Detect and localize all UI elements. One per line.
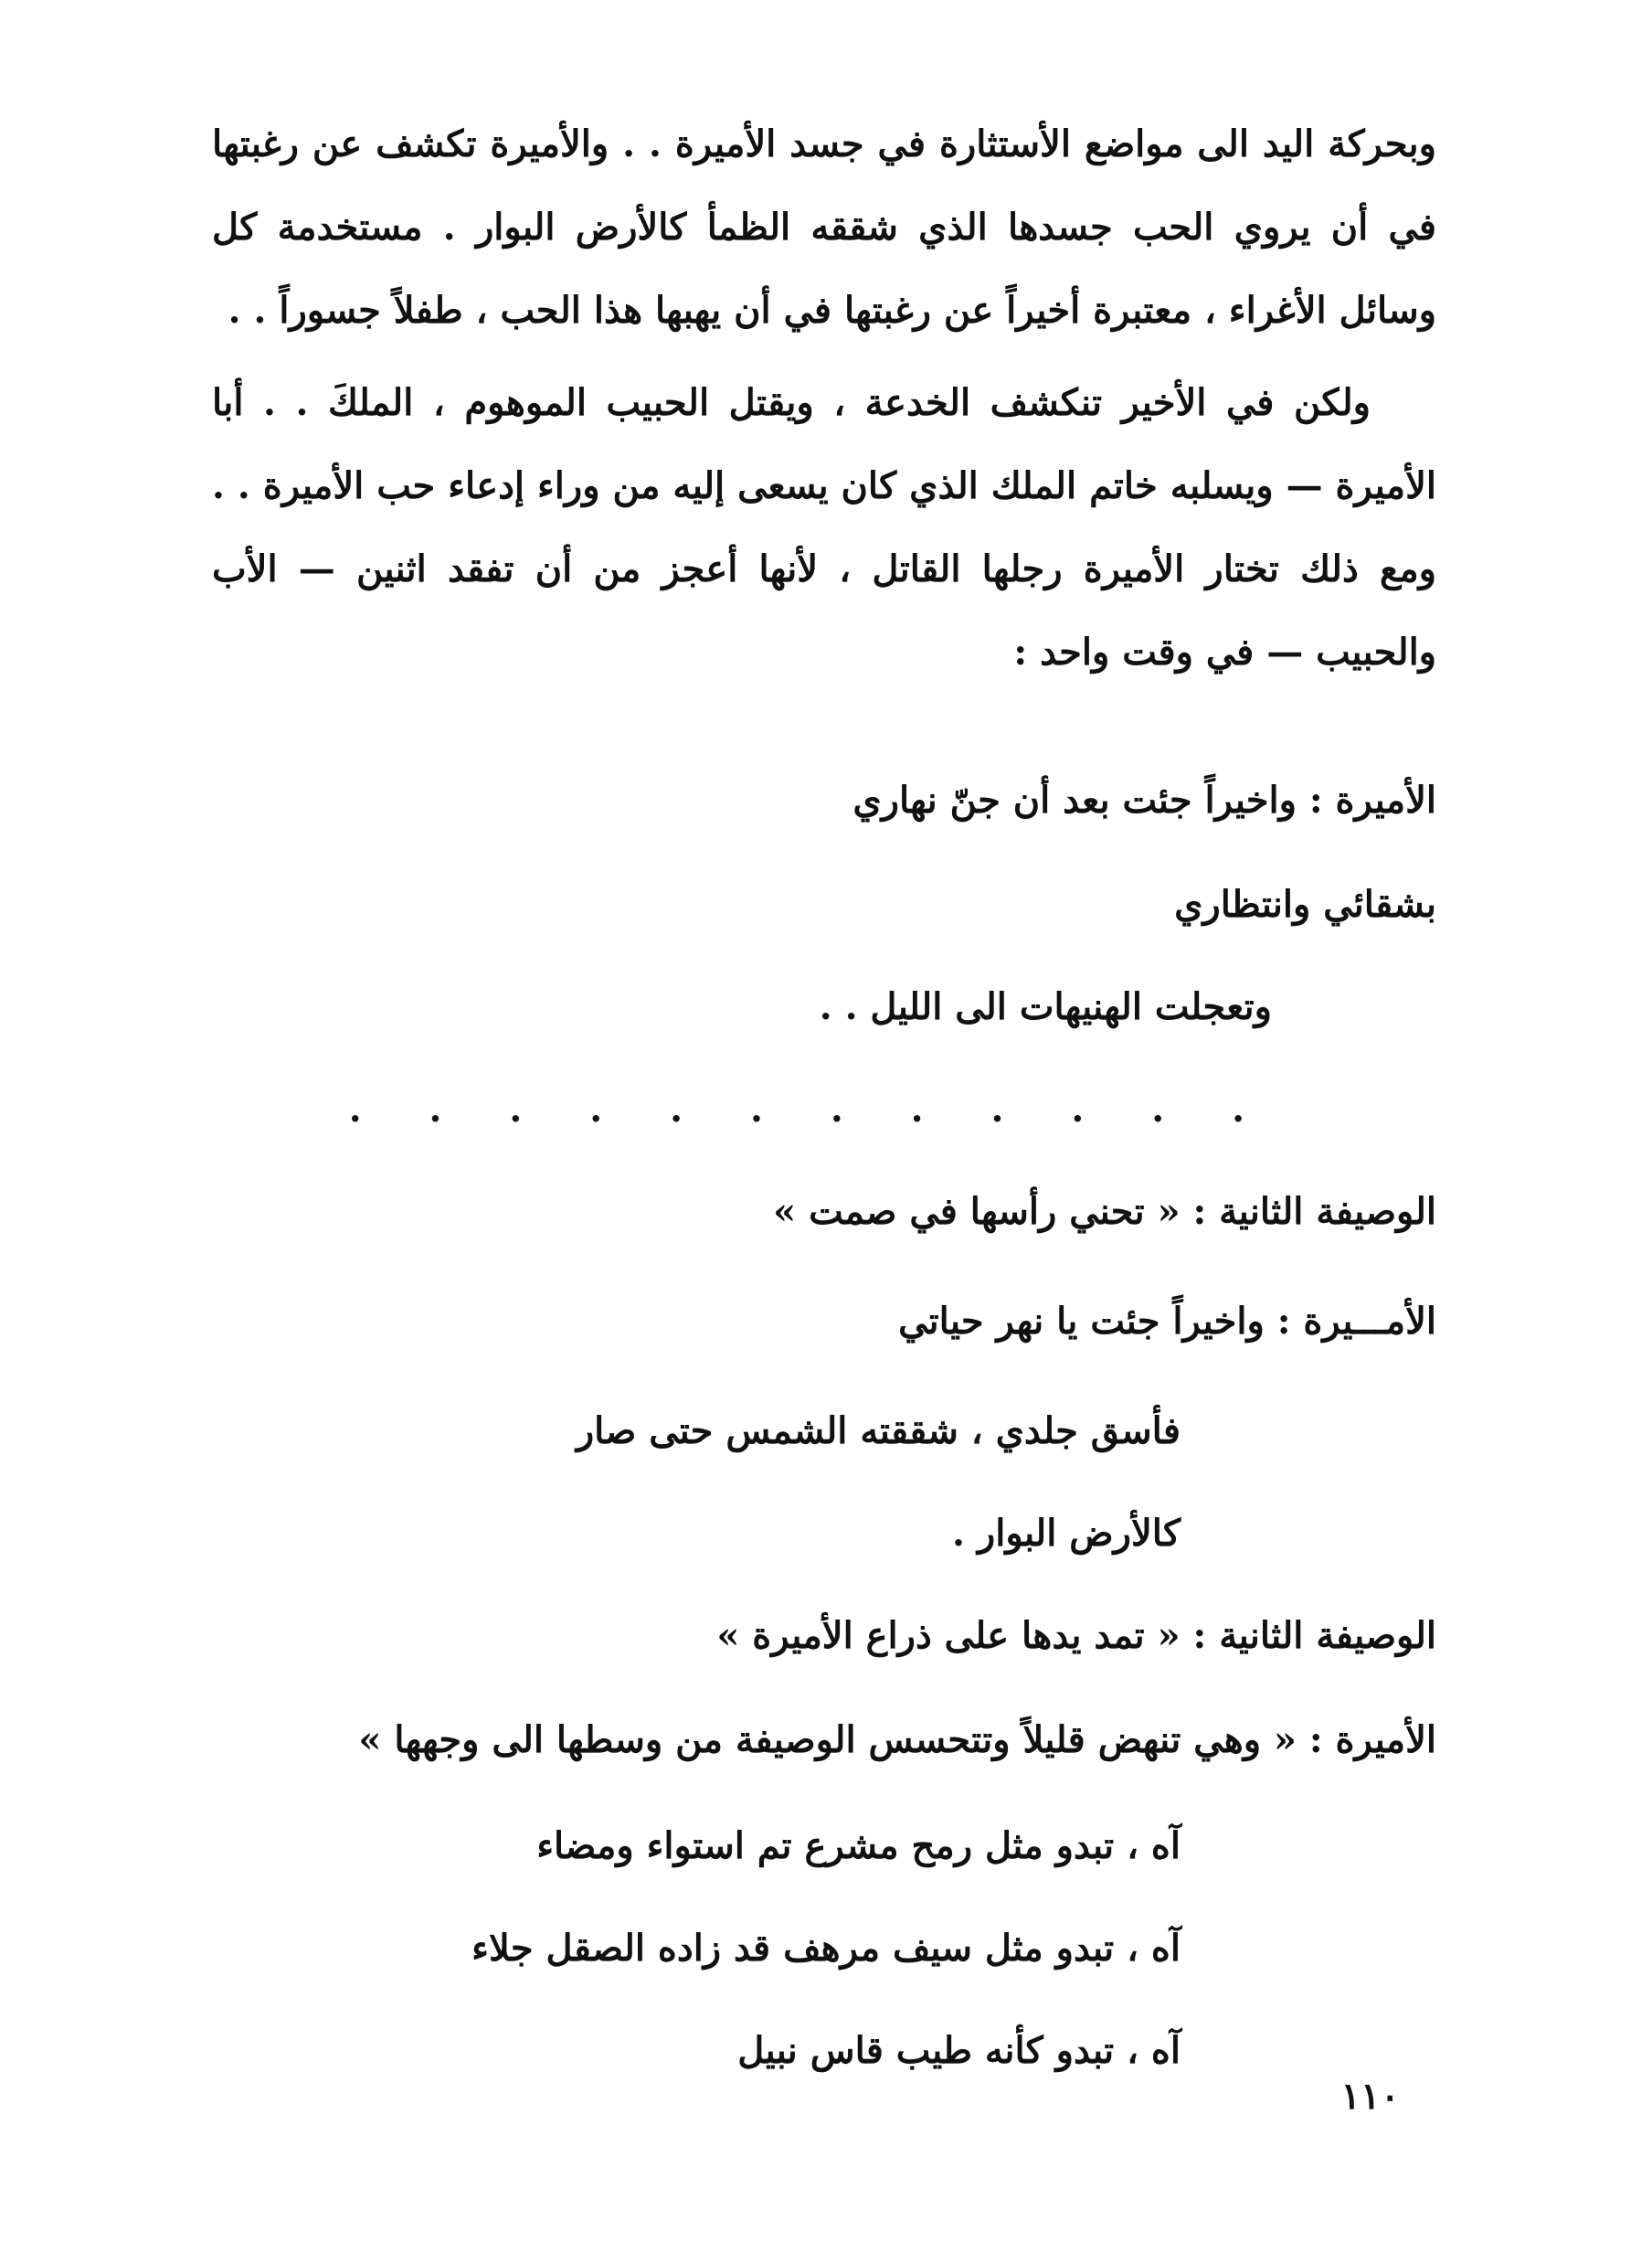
verse-line: فأسق جلدي ، شققته الشمس حتى صار	[576, 1409, 1181, 1452]
page-number: ١١٠	[1340, 2075, 1400, 2118]
verse-line: وتعجلت الهنيهات الى الليل . .	[819, 985, 1272, 1028]
paragraph-2: ولكن في الأخير تنكشف الخدعة ، ويقتل الحبيب الموهوم ، الملكَ . . أبا الأميرة — ويسلبه خاتم الملك الذي كان يسعى إليه من وراء إدعاء حب الأميرة . . ومع ذلك تختار الأميرة رجلها القاتل ، لأنها أعجز من أن تفقد اثنين — الأب والحبيب — في وقت واحد :	[212, 381, 1436, 674]
prose-section	[212, 102, 1436, 694]
ellipsis-separator: . . . . . . . . . . . .	[348, 1088, 1272, 1131]
dialogue-line-princess-2: الأمـــيرة : واخيراً جئت يا نهر حياتي	[898, 1300, 1436, 1343]
verse-line: كالأرض البوار .	[952, 1512, 1181, 1555]
stage-direction-princess: الأميرة : « وهي تنهض قليلاً وتتحسس الوصيفة من وسطها الى وجهها »	[358, 1718, 1436, 1761]
verse-line: آه ، تبدو كأنه طيب قاس نبيل	[737, 2029, 1181, 2072]
stage-direction-maid: الوصيفة الثانية : « تحني رأسها في صمت »	[773, 1190, 1436, 1233]
stage-direction-maid: الوصيفة الثانية : « تمد يدها على ذراع الأميرة »	[716, 1614, 1436, 1657]
verse-line: بشقائي وانتظاري	[1174, 883, 1436, 926]
verse-line: آه ، تبدو مثل رمح مشرع تم استواء ومضاء	[536, 1824, 1181, 1867]
dialogue-line-princess-1: الأميرة : واخيراً جئت بعد أن جنّ نهاري	[852, 779, 1436, 822]
paragraph-1: وبحركة اليد الى مواضع الأستثارة في جسد الأميرة . . والأميرة تكشف عن رغبتها في أن يروي الحب جسدها الذي شققه الظمأ كالأرض البوار . مستخدمة كل وسائل الأغراء ، معتبرة أخيراً عن رغبتها في أن يهبها هذا الحب ، طفلاً جسوراً . .	[212, 122, 1436, 332]
verse-line: آه ، تبدو مثل سيف مرهف قد زاده الصقل جلاء	[471, 1927, 1181, 1970]
